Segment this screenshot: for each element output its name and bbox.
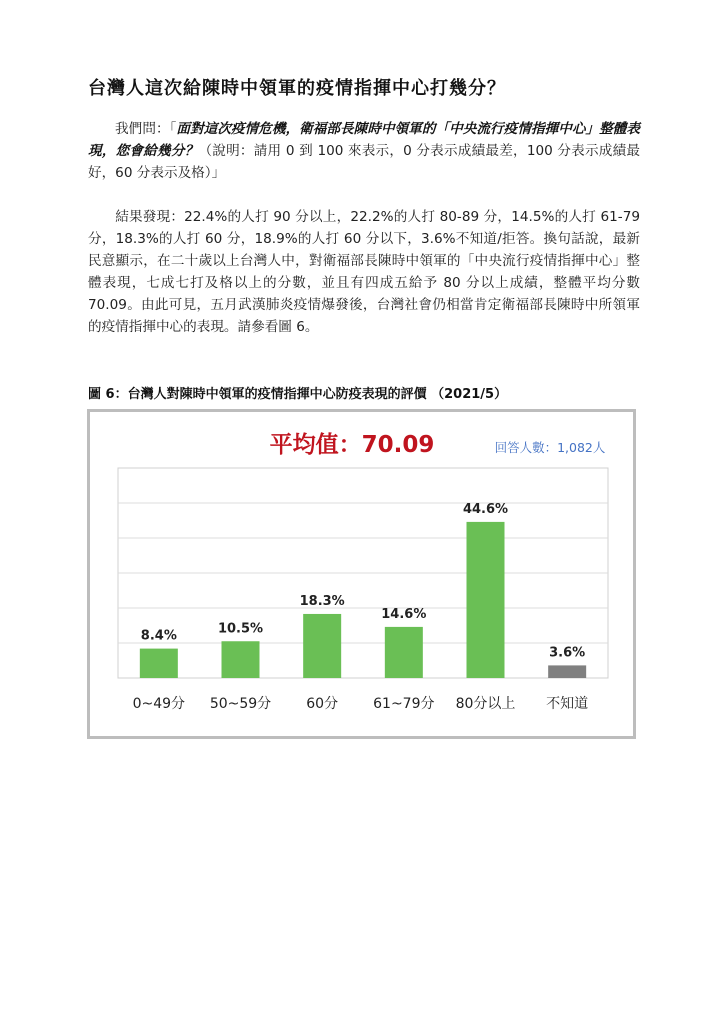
- question-text: 面對這次疫情危機，衛福部長陳時中領軍的「中央流行疫情指揮中心」整體表現，您會給幾分？: [88, 121, 640, 159]
- bar-5: [467, 522, 505, 678]
- chart-title: 平均值：70.09: [269, 432, 435, 458]
- chart-bars: [140, 522, 586, 678]
- bar-4: [385, 627, 423, 678]
- chart-category-labels: [133, 696, 589, 712]
- value-label-1: 8.4%: [140, 628, 177, 644]
- chart-value-labels: [141, 502, 585, 661]
- category-label-5: 80分以上: [455, 696, 516, 712]
- question-paragraph: [88, 118, 640, 184]
- category-label-6: 不知道: [546, 696, 589, 712]
- bar-chart: [90, 412, 633, 736]
- value-label-3: 18.3%: [299, 593, 345, 609]
- bar-2: [222, 641, 260, 678]
- figure-caption: 圖 6：台灣人對陳時中領軍的疫情指揮中心防疫表現的評價 （2021/5）: [88, 387, 508, 402]
- chart-subtitle: 回答人數：1,082人: [494, 440, 606, 455]
- question-note: （說明：請用 0 到 100 來表示，0 分表示成績最差，100 分表示成績最好，60 分表示及格）」: [88, 143, 640, 181]
- question-prefix: 我們問：「: [115, 121, 177, 137]
- value-label-4: 14.6%: [381, 606, 427, 622]
- value-label-6: 3.6%: [549, 645, 586, 661]
- category-label-3: 60分: [306, 696, 339, 712]
- results-paragraph: [88, 206, 640, 338]
- category-label-2: 50~59分: [209, 696, 272, 712]
- value-label-2: 10.5%: [217, 621, 264, 637]
- chart-grid: [118, 468, 608, 678]
- chart-frame: [87, 409, 636, 739]
- category-label-4: 61~79分: [373, 696, 435, 712]
- category-label-1: 0~49分: [132, 696, 186, 712]
- bar-6: [548, 665, 586, 678]
- value-label-5: 44.6%: [462, 501, 509, 517]
- document-title: 台灣人這次給陳時中領軍的疫情指揮中心打幾分？: [88, 78, 506, 99]
- bar-1: [140, 649, 178, 678]
- bar-3: [303, 614, 341, 678]
- results-text: 結果發現：22.4%的人打 90 分以上，22.2%的人打 80-89 分，14.5%的人打 61-79 分，18.3%的人打 60 分，18.9%的人打 60 分以下，3.6%不知道/拒答。換句話說，最新民意顯示，在二十歲以上台灣人中，對衛福部長陳時中領軍的「中央流行疫情指揮中心」整體表現，七成七打及格以上的分數，並且有四成五給予 80 分以上成績，整體平均分數 70.09。由此可見，五月武漢肺炎疫情爆發後，台灣社會仍相當肯定衛福部長陳時中所領軍的疫情指揮中心的表現。請參看圖 6。: [88, 209, 640, 335]
